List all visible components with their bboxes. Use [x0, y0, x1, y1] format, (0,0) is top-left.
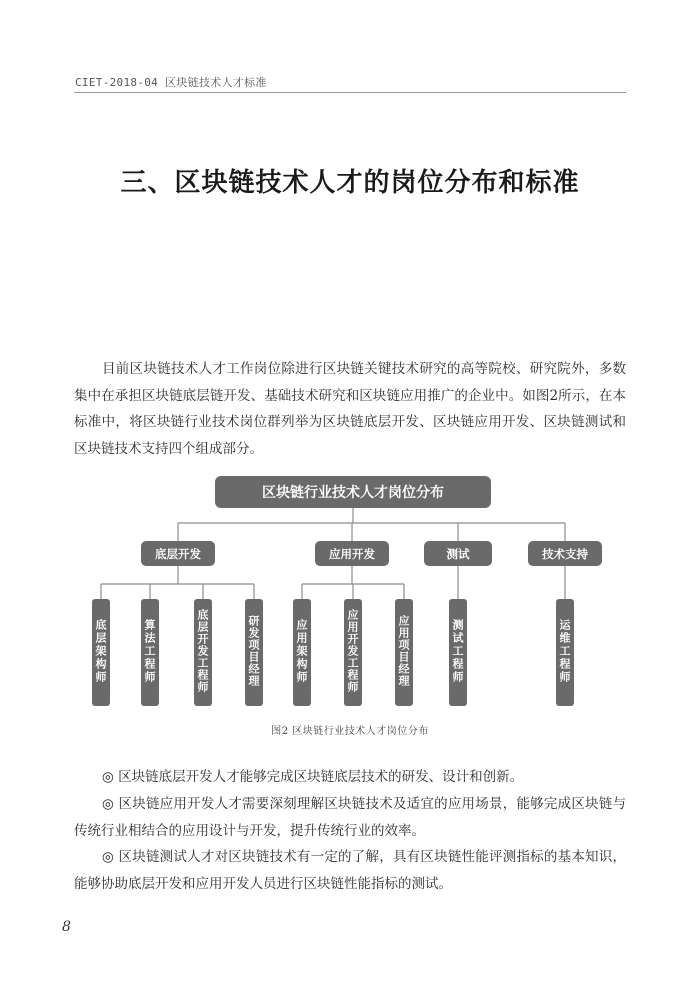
- bullet-testing: ◎ 区块链测试人才对区块链技术有一定的了解，具有区块链性能评测指标的基本知识，能够协助底层开发和应用开发人员进行区块链性能指标的测试。: [74, 849, 626, 892]
- running-header: CIET-2018-04 区块链技术人才标准: [75, 76, 267, 89]
- page-number: 8: [62, 919, 71, 935]
- role-label: 应用开发工程师: [347, 608, 359, 694]
- role-label: 应用项目经理: [398, 614, 410, 688]
- intro-paragraph: 目前区块链技术人才工作岗位除进行区块链关键技术研究的高等院校、研究院外，多数集中在承担区块链底层链开发、基础技术研究和区块链应用推广的企业中。如图2所示，在本标准中，将区块链行业技术岗位群列举为区块链底层开发、区块链应用开发、区块链测试和区块链技术支持四个组成部分。: [74, 361, 626, 457]
- role-label: 底层架构师: [95, 618, 107, 684]
- role-label: 运维工程师: [559, 618, 571, 684]
- role-label: 应用架构师: [296, 618, 308, 684]
- category-label: 底层开发: [155, 547, 201, 561]
- role-label: 测试工程师: [452, 618, 464, 684]
- role-label: 研发项目经理: [248, 614, 260, 688]
- root-label: 区块链行业技术人才岗位分布: [262, 485, 444, 501]
- figure-caption: 图2 区块链行业技术人才岗位分布: [271, 726, 429, 737]
- category-label: 技术支持: [542, 547, 588, 561]
- role-label: 底层开发工程师: [197, 608, 209, 694]
- bullet-bottom-dev: ◎ 区块链底层开发人才能够完成区块链底层技术的研发、设计和创新。: [102, 769, 524, 785]
- category-label: 测试: [446, 547, 470, 561]
- role-label: 算法工程师: [144, 618, 156, 684]
- bullet-app-dev: ◎ 区块链应用开发人才需要深刻理解区块链技术及适宜的应用场景，能够完成区块链与传统行业相结合的应用设计与开发，提升传统行业的效率。: [74, 796, 626, 839]
- chapter-title: 三、区块链技术人才的岗位分布和标准: [120, 168, 580, 199]
- category-label: 应用开发: [329, 547, 375, 561]
